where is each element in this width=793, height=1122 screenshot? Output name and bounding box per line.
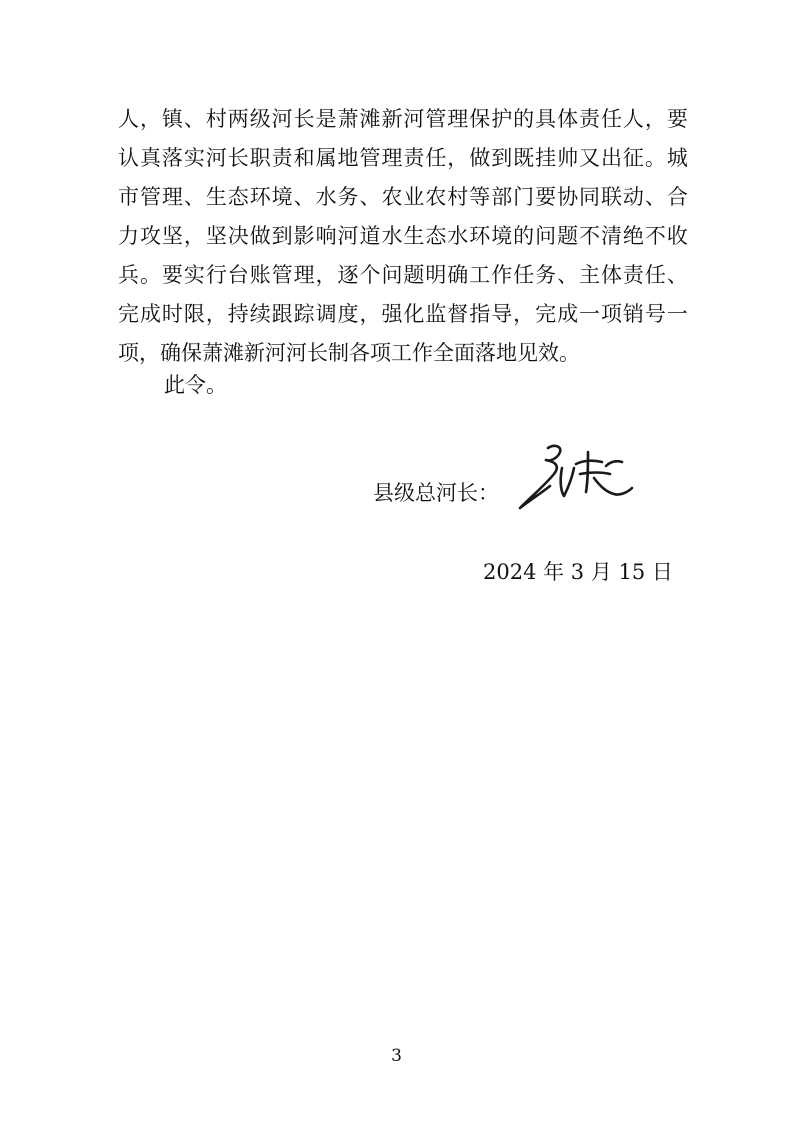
document-date: 2024 年 3 月 15 日 (483, 560, 673, 584)
closing-statement: 此令。 (164, 373, 227, 397)
handwritten-signature (510, 438, 640, 518)
body-line-1: 人 ， 镇 、 村 两 级 河 长 是 萧 滩 新 河 管 理 保 护 的 具 体 责 任 人 ， 要 (118, 107, 688, 131)
page-number: 3 (391, 1046, 402, 1066)
body-line-3: 市 管 理 、 生 态 环 境 、 水 务 、 农 业 农 村 等 部 门 要 协 同 联 动 、 合 (118, 185, 688, 209)
body-line-5: 兵 。 要 实 行 台 账 管 理 ， 逐 个 问 题 明 确 工 作 任 务 、 主 体 责 任 、 (118, 263, 688, 287)
body-text (118, 100, 688, 373)
body-line-4: 力 攻 坚 ， 坚 决 做 到 影 响 河 道 水 生 态 水 环 境 的 问 题 不 清 绝 不 收 (118, 224, 688, 248)
body-line-6: 完 成 时 限 ， 持 续 跟 踪 调 度 ， 强 化 监 督 指 导 ， 完 成 一 项 销 号 一 (118, 302, 688, 326)
body-line-7: 项，确保萧滩新河河长制各项工作全面落地见效。 (118, 341, 580, 365)
signer-label: 县级总河长： (373, 481, 499, 505)
body-line-2: 认 真 落 实 河 长 职 责 和 属 地 管 理 责 任 ， 做 到 既 挂 帅 又 出 征 。 城 (118, 146, 688, 170)
